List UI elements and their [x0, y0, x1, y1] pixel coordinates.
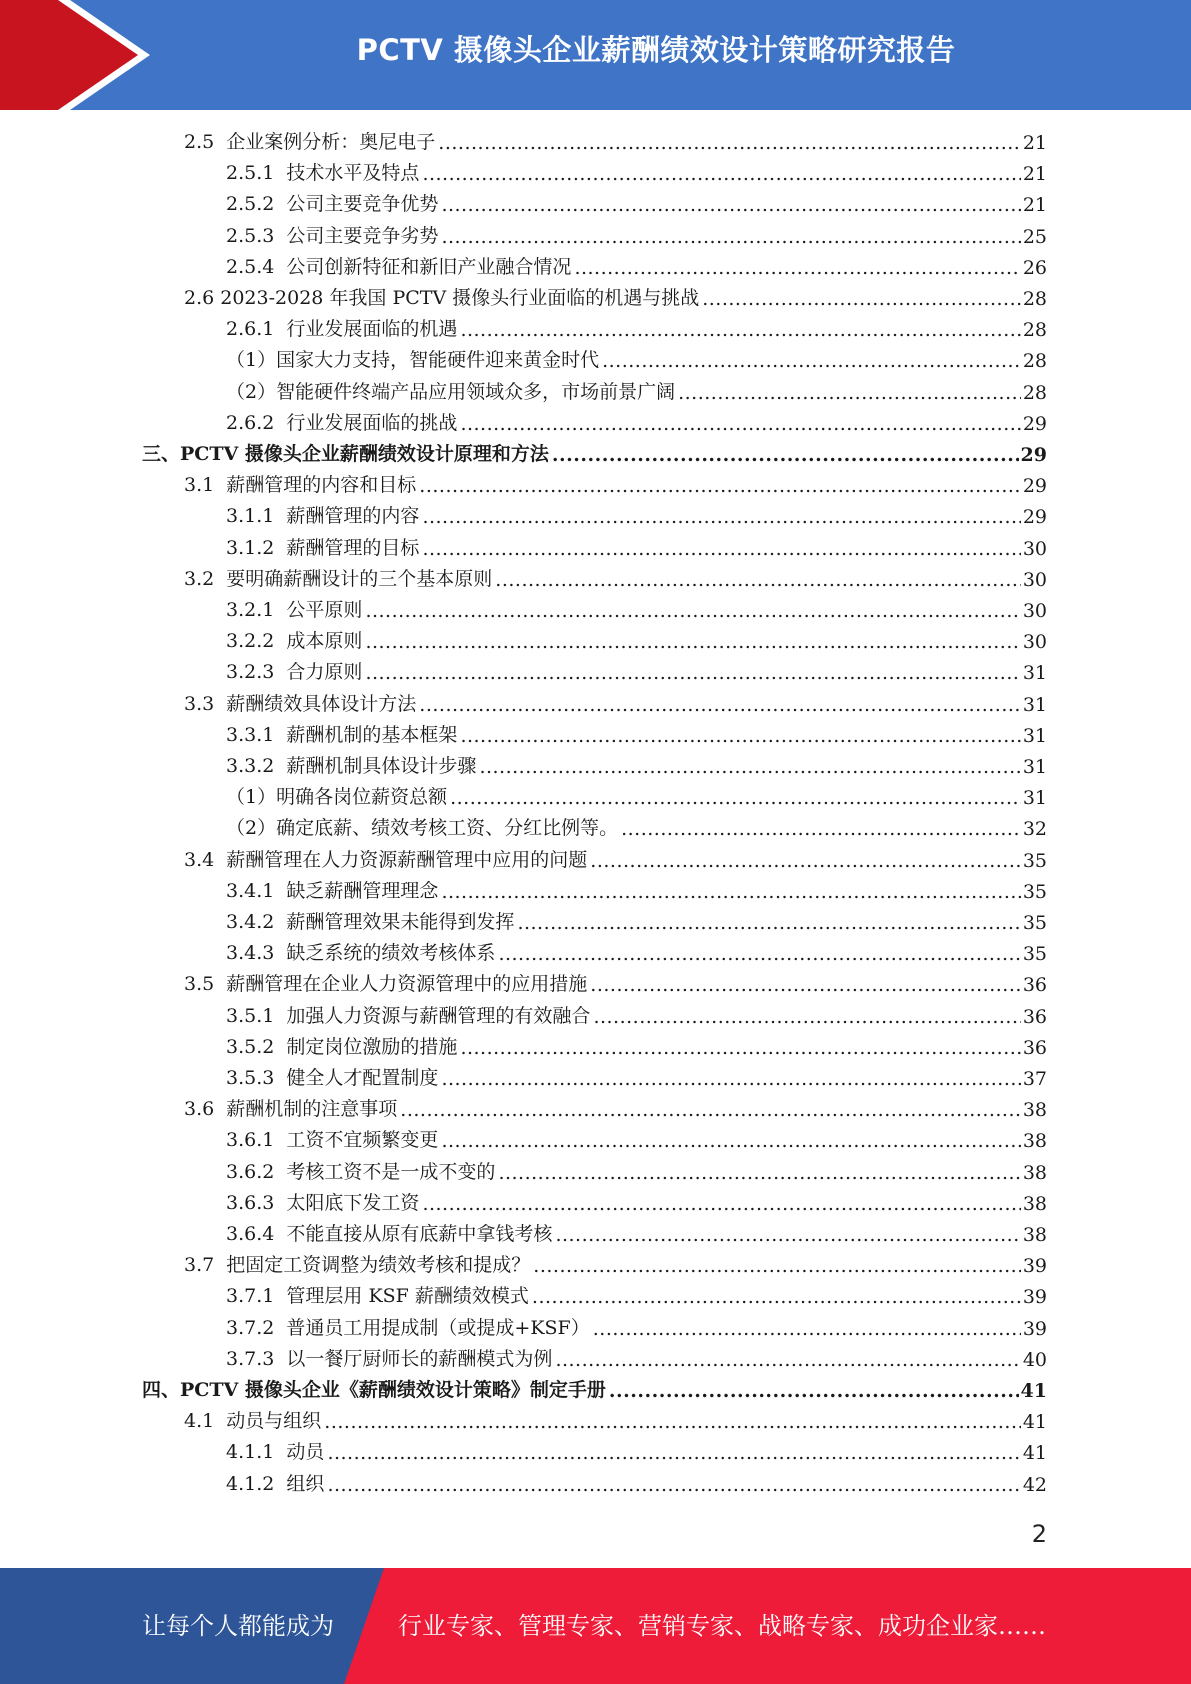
- toc-leader-dots: [438, 132, 1021, 154]
- toc-entry-label: 3.3.2 薪酬机制具体设计步骤: [226, 755, 477, 777]
- toc-entry-page: 38: [1022, 1130, 1047, 1153]
- toc-entry[interactable]: [184, 1093, 1047, 1121]
- toc-leader-dots: [365, 600, 1020, 622]
- toc-entry-page: 36: [1022, 1005, 1047, 1028]
- toc-leader-dots: [609, 1380, 1019, 1402]
- toc-entry[interactable]: [226, 625, 1047, 653]
- toc-entry-label: 3.4.2 薪酬管理效果未能得到发挥: [226, 911, 515, 933]
- page-footer: [0, 1568, 1191, 1684]
- toc-entry-label: 3.2 要明确薪酬设计的三个基本原则: [184, 567, 493, 590]
- toc-entry-page: 28: [1022, 381, 1047, 404]
- toc-entry-label: 3.3.1 薪酬机制的基本框架: [226, 723, 458, 746]
- toc-entry[interactable]: [226, 812, 1047, 840]
- footer-slogan-left: 让每个人都能成为: [142, 1612, 334, 1640]
- toc-entry-label: 3.3 薪酬绩效具体设计方法: [184, 692, 417, 715]
- toc-entry-label: 3.4.1 缺乏薪酬管理理念: [226, 879, 439, 902]
- toc-entry-label: 3.6.3 太阳底下发工资: [226, 1191, 420, 1214]
- toc-leader-dots: [365, 631, 1020, 653]
- toc-leader-dots: [590, 974, 1021, 996]
- toc-entry-label: 四、PCTV 摄像头企业《薪酬绩效设计策略》制定手册: [142, 1379, 606, 1401]
- toc-leader-dots: [419, 694, 1021, 716]
- toc-leader-dots: [702, 288, 1021, 310]
- toc-entry[interactable]: [226, 407, 1047, 435]
- toc-entry[interactable]: [226, 719, 1047, 747]
- toc-entry[interactable]: [226, 1031, 1047, 1059]
- toc-leader-dots: [327, 1442, 1020, 1464]
- toc-entry-label: 3.2.3 合力原则: [226, 661, 363, 684]
- toc-entry-label: 2.5.1 技术水平及特点: [226, 162, 420, 185]
- toc-entry[interactable]: [184, 688, 1047, 716]
- footer-slogan-right: 行业专家、管理专家、营销专家、战略专家、成功企业家……: [398, 1612, 1046, 1640]
- toc-entry-label: 2.5.4 公司创新特征和新旧产业融合情况: [226, 255, 572, 278]
- toc-entry[interactable]: [226, 1000, 1047, 1028]
- toc-leader-dots: [533, 1255, 1021, 1277]
- toc-entry-page: 35: [1022, 849, 1047, 872]
- toc-entry-label: 3.5.2 制定岗位激励的措施: [226, 1035, 458, 1058]
- toc-entry[interactable]: [226, 875, 1047, 903]
- toc-entry-label: 3.6.4 不能直接从原有底薪中拿钱考核: [226, 1223, 553, 1245]
- toc-entry-page: 41: [1022, 1442, 1047, 1465]
- report-title: PCTV 摄像头企业薪酬绩效设计策略研究报告: [356, 33, 956, 67]
- toc-entry[interactable]: [226, 1187, 1047, 1215]
- toc-entry[interactable]: [226, 500, 1047, 528]
- page-number: 2: [1031, 1520, 1047, 1548]
- toc-entry-page: 38: [1022, 1099, 1047, 1122]
- toc-entry[interactable]: [184, 968, 1047, 996]
- toc-leader-dots: [678, 382, 1021, 404]
- toc-leader-dots: [422, 538, 1020, 560]
- toc-leader-dots: [441, 1068, 1020, 1090]
- toc-entry-page: 38: [1022, 1192, 1047, 1215]
- toc-entry[interactable]: [184, 126, 1047, 154]
- toc-leader-dots: [460, 725, 1020, 747]
- toc-entry-page: 32: [1022, 818, 1047, 841]
- toc-leader-dots: [400, 1099, 1021, 1121]
- toc-entry-page: 35: [1022, 943, 1047, 966]
- toc-entry-page: 31: [1022, 662, 1047, 685]
- toc-leader-dots: [593, 1006, 1020, 1028]
- toc-entry[interactable]: [184, 844, 1047, 872]
- toc-entry[interactable]: [142, 438, 1047, 466]
- toc-entry-page: 38: [1022, 1224, 1047, 1246]
- toc-leader-dots: [460, 413, 1020, 435]
- toc-entry-page: 29: [1022, 412, 1047, 435]
- toc-leader-dots: [621, 818, 1021, 840]
- toc-leader-dots: [479, 756, 1020, 778]
- toc-entry-page: 29: [1020, 444, 1047, 466]
- toc-leader-dots: [517, 912, 1020, 934]
- toc-entry-label: 4.1.1 动员: [226, 1441, 325, 1464]
- toc-entry-label: （2）智能硬件终端产品应用领域众多，市场前景广阔: [226, 380, 676, 403]
- toc-entry[interactable]: [184, 282, 1047, 310]
- toc-entry-label: 2.6.2 行业发展面临的挑战: [226, 411, 458, 434]
- toc-entry-page: 35: [1022, 912, 1047, 934]
- toc-leader-dots: [602, 350, 1021, 372]
- toc-entry-page: 30: [1022, 631, 1047, 654]
- toc-entry-label: 3.4 薪酬管理在人力资源薪酬管理中应用的问题: [184, 848, 588, 871]
- toc-entry[interactable]: [226, 1124, 1047, 1152]
- toc-leader-dots: [419, 475, 1021, 497]
- toc-entry[interactable]: [184, 563, 1047, 591]
- toc-leader-dots: [495, 569, 1021, 591]
- toc-entry-page: 38: [1022, 1161, 1047, 1184]
- toc-entry-label: 3.5.1 加强人力资源与薪酬管理的有效融合: [226, 1004, 591, 1027]
- toc-entry-label: 2.5 企业案例分析：奥尼电子: [184, 131, 436, 153]
- toc-entry-page: 28: [1022, 350, 1047, 373]
- toc-entry-label: （2）确定底薪、绩效考核工资、分红比例等。: [226, 817, 619, 840]
- toc-entry-page: 41: [1020, 1380, 1047, 1402]
- toc-leader-dots: [327, 1474, 1020, 1496]
- toc-leader-dots: [324, 1411, 1021, 1433]
- toc-entry-page: 36: [1022, 974, 1047, 997]
- toc-entry-label: （1）国家大力支持，智能硬件迎来黄金时代: [226, 349, 600, 372]
- toc-entry-label: 2.6.1 行业发展面临的机遇: [226, 318, 458, 341]
- toc-leader-dots: [422, 163, 1020, 185]
- toc-entry-label: 4.1 动员与组织: [184, 1410, 322, 1433]
- toc-leader-dots: [555, 1349, 1020, 1371]
- toc-entry[interactable]: [226, 1343, 1047, 1371]
- toc-entry-label: 3.6.1 工资不宜频繁变更: [226, 1129, 439, 1152]
- toc-entry-page: 39: [1022, 1255, 1047, 1278]
- toc-leader-dots: [441, 1130, 1020, 1152]
- toc-entry-label: 3.1 薪酬管理的内容和目标: [184, 474, 417, 497]
- toc-entry-page: 31: [1022, 693, 1047, 716]
- toc-entry[interactable]: [226, 1436, 1047, 1464]
- toc-leader-dots: [441, 194, 1020, 216]
- toc-entry[interactable]: [226, 1280, 1047, 1308]
- toc-entry-label: 3.4.3 缺乏系统的绩效考核体系: [226, 942, 496, 965]
- toc-entry-label: 3.6.2 考核工资不是一成不变的: [226, 1160, 496, 1183]
- page-header: [0, 0, 1191, 110]
- toc-leader-dots: [593, 1318, 1021, 1340]
- toc-entry-page: 21: [1022, 194, 1047, 217]
- toc-entry-page: 28: [1022, 319, 1047, 342]
- toc-entry[interactable]: [184, 1249, 1047, 1277]
- toc-leader-dots: [555, 1224, 1020, 1246]
- toc-entry-label: 3.5.3 健全人才配置制度: [226, 1067, 439, 1089]
- toc-entry-label: 4.1.2 组织: [226, 1472, 325, 1495]
- toc-entry-label: 三、PCTV 摄像头企业薪酬绩效设计原理和方法: [142, 443, 549, 465]
- toc-entry-page: 36: [1022, 1036, 1047, 1059]
- toc-entry[interactable]: [184, 1405, 1047, 1433]
- toc-leader-dots: [460, 1037, 1020, 1059]
- toc-entry[interactable]: [226, 1062, 1047, 1090]
- toc-entry-page: 39: [1022, 1317, 1047, 1340]
- toc-entry[interactable]: [226, 251, 1047, 279]
- toc-entry-label: 3.7.3 以一餐厅厨师长的薪酬模式为例: [226, 1347, 553, 1370]
- toc-leader-dots: [460, 319, 1020, 341]
- toc-entry-label: 3.1.2 薪酬管理的目标: [226, 536, 420, 559]
- toc-leader-dots: [450, 787, 1021, 809]
- toc-entry[interactable]: [226, 1312, 1047, 1340]
- toc-leader-dots: [532, 1286, 1021, 1308]
- toc-entry[interactable]: [226, 220, 1047, 248]
- toc-entry[interactable]: [226, 594, 1047, 622]
- toc-entry-label: 3.2.2 成本原则: [226, 630, 363, 653]
- toc-entry[interactable]: [226, 937, 1047, 965]
- toc-entry-page: 21: [1022, 132, 1047, 154]
- toc-entry-page: 41: [1022, 1411, 1047, 1434]
- toc-entry[interactable]: [184, 469, 1047, 497]
- toc-entry-page: 42: [1022, 1473, 1047, 1496]
- toc-entry[interactable]: [226, 157, 1047, 185]
- toc-entry-page: 21: [1022, 163, 1047, 186]
- toc-entry-page: 25: [1022, 225, 1047, 248]
- toc-leader-dots: [498, 943, 1020, 965]
- toc-leader-dots: [574, 257, 1020, 279]
- toc-entry-page: 28: [1022, 288, 1047, 310]
- toc-entry-label: 3.7.2 普通员工用提成制（或提成+KSF）: [226, 1316, 590, 1339]
- toc-leader-dots: [590, 850, 1021, 872]
- toc-entry-page: 29: [1022, 506, 1047, 529]
- toc-entry[interactable]: [226, 1218, 1047, 1246]
- toc-entry[interactable]: [226, 1156, 1047, 1184]
- toc-entry-page: 31: [1022, 756, 1047, 778]
- toc-entry-page: 29: [1022, 475, 1047, 498]
- toc-entry-label: 3.6 薪酬机制的注意事项: [184, 1098, 398, 1121]
- toc-entry-label: （1）明确各岗位薪资总额: [226, 786, 448, 809]
- toc-entry-label: 2.5.2 公司主要竞争优势: [226, 193, 439, 216]
- toc-entry-page: 26: [1022, 256, 1047, 279]
- toc-entry[interactable]: [226, 1468, 1047, 1496]
- toc-leader-dots: [552, 444, 1019, 466]
- toc-entry-page: 30: [1022, 537, 1047, 560]
- toc-leader-dots: [422, 1193, 1020, 1215]
- toc-entry[interactable]: [142, 1374, 1047, 1402]
- toc-entry[interactable]: [226, 906, 1047, 934]
- toc-entry-page: 31: [1022, 724, 1047, 747]
- toc-entry-label: 2.6 2023-2028 年我国 PCTV 摄像头行业面临的机遇与挑战: [184, 287, 700, 309]
- toc-entry-label: 3.2.1 公平原则: [226, 599, 363, 621]
- toc-entry[interactable]: [226, 656, 1047, 684]
- toc-leader-dots: [365, 662, 1020, 684]
- toc-entry-page: 39: [1022, 1286, 1047, 1309]
- toc-entry-page: 31: [1022, 787, 1047, 810]
- toc-entry-label: 3.5 薪酬管理在企业人力资源管理中的应用措施: [184, 973, 588, 996]
- toc-entry-page: 37: [1022, 1068, 1047, 1090]
- toc-entry-page: 35: [1022, 880, 1047, 903]
- toc-leader-dots: [441, 226, 1020, 248]
- toc-entry[interactable]: [226, 532, 1047, 560]
- toc-entry[interactable]: [226, 313, 1047, 341]
- toc-entry-page: 30: [1022, 568, 1047, 591]
- toc-entry[interactable]: [226, 750, 1047, 778]
- toc-entry-label: 3.1.1 薪酬管理的内容: [226, 505, 420, 528]
- toc-entry-page: 40: [1022, 1348, 1047, 1371]
- toc-entry[interactable]: [226, 376, 1047, 404]
- toc-entry-page: 30: [1022, 600, 1047, 622]
- toc-leader-dots: [498, 1162, 1020, 1184]
- toc-entry[interactable]: [226, 344, 1047, 372]
- toc-leader-dots: [422, 506, 1020, 528]
- toc-entry-label: 2.5.3 公司主要竞争劣势: [226, 224, 439, 247]
- toc-entry-label: 3.7.1 管理层用 KSF 薪酬绩效模式: [226, 1285, 529, 1308]
- toc-entry-label: 3.7 把固定工资调整为绩效考核和提成？: [184, 1254, 531, 1277]
- toc-entry[interactable]: [226, 781, 1047, 809]
- toc-entry[interactable]: [226, 188, 1047, 216]
- toc-leader-dots: [441, 881, 1020, 903]
